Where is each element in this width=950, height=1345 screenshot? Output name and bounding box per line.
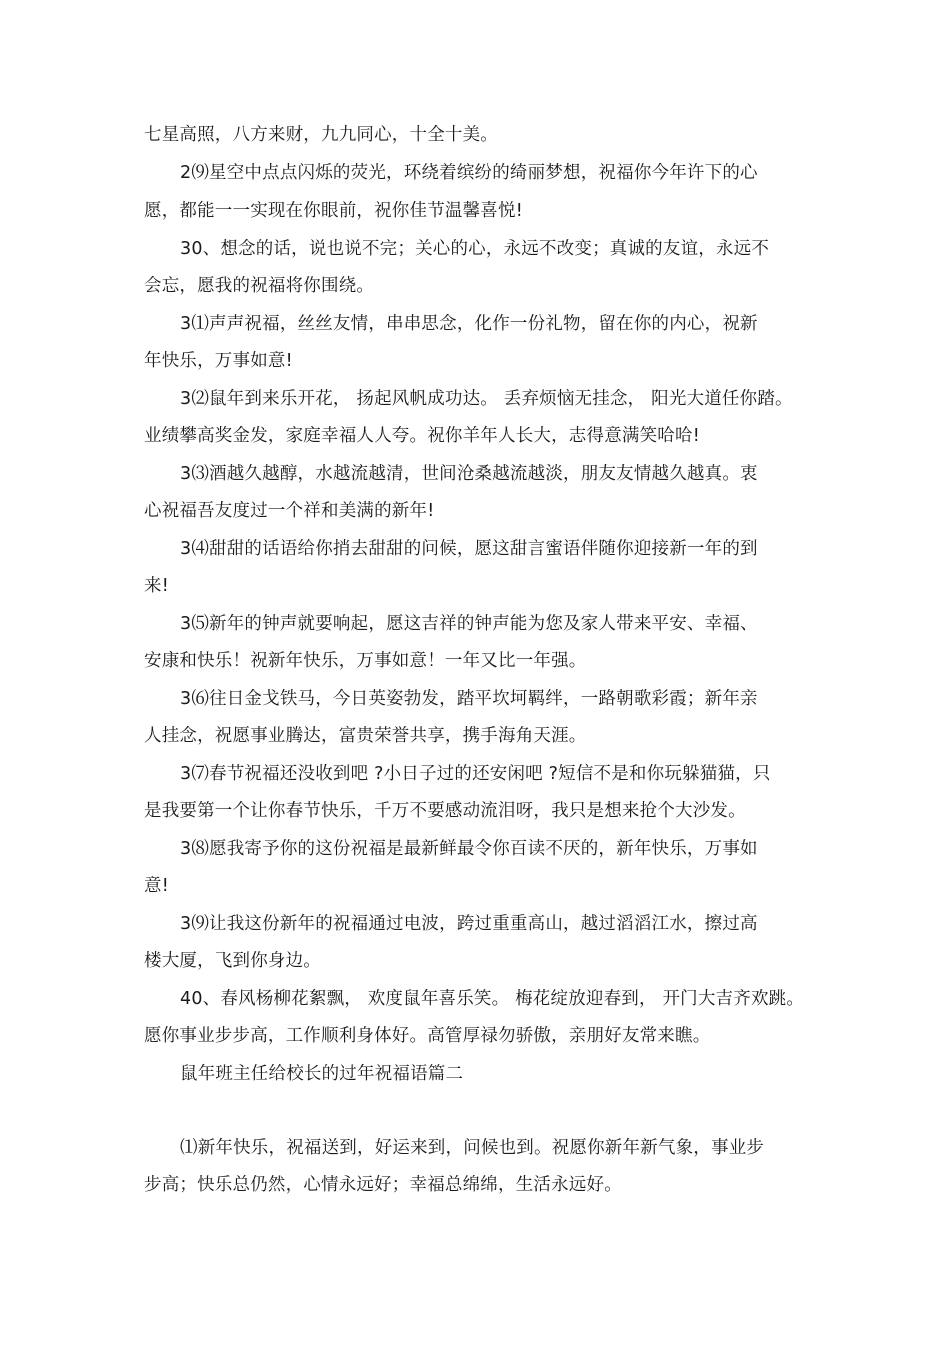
text-line: 3⑷甜甜的话语给你捎去甜甜的问候，愿这甜言蜜语伴随你迎接新一年的到 (180, 539, 758, 559)
text-line: 来! (144, 576, 169, 596)
text-line: 愿你事业步步高，工作顺利身体好。高管厚禄勿骄傲，亲朋好友常来瞧。 (144, 1026, 711, 1046)
text-line: 意! (144, 876, 169, 896)
text-line: 3⑵鼠年到来乐开花， 扬起风帆成功达。 丢弃烦恼无挂念， 阳光大道任你踏。 (180, 389, 793, 409)
text-line: 人挂念，祝愿事业腾达，富贵荣誉共享，携手海角天涯。 (144, 726, 587, 746)
text-line: 七星高照，八方来财，九九同心，十全十美。 (144, 125, 498, 145)
text-line: 心祝福吾友度过一个祥和美满的新年! (144, 501, 435, 521)
text-line: 3⑴声声祝福，丝丝友情，串串思念，化作一份礼物，留在你的内心，祝新 (180, 314, 758, 334)
text-line: 会忘，愿我的祝福将你围绕。 (144, 276, 375, 296)
text-line: 3⑼让我这份新年的祝福通过电波，跨过重重高山，越过滔滔江水，擦过高 (180, 914, 758, 934)
text-line: 是我要第一个让你春节快乐，千万不要感动流泪呀，我只是想来抢个大沙发。 (144, 801, 746, 821)
text-line: 3⑹往日金戈铁马，今日英姿勃发，踏平坎坷羁绊，一路朝歌彩霞；新年亲 (180, 689, 758, 709)
text-line: 愿，都能一一实现在你眼前，祝你佳节温馨喜悦! (144, 201, 523, 221)
text-line: 楼大厦，飞到你身边。 (144, 951, 321, 971)
text-line: 30、想念的话，说也说不完；关心的心，永远不改变；真诚的友谊，永远不 (180, 239, 770, 259)
text-line: 3⑸新年的钟声就要响起，愿这吉祥的钟声能为您及家人带来平安、幸福、 (180, 614, 758, 634)
text-line: 步高；快乐总仍然，心情永远好；幸福总绵绵，生活永远好。 (144, 1175, 622, 1195)
section-heading: 鼠年班主任给校长的过年祝福语篇二 (180, 1064, 464, 1084)
text-line: 2⑼星空中点点闪烁的荧光，环绕着缤纷的绮丽梦想，祝福你今年许下的心 (180, 163, 758, 183)
text-line: 3⑶酒越久越醇，水越流越清，世间沧桑越流越淡，朋友友情越久越真。衷 (180, 464, 758, 484)
text-line: 安康和快乐！祝新年快乐，万事如意！一年又比一年强。 (144, 651, 587, 671)
text-line: 年快乐，万事如意! (144, 351, 293, 371)
text-line: 3⑺春节祝福还没收到吧 ?小日子过的还安闲吧 ?短信不是和你玩躲猫猫，只 (180, 764, 771, 784)
text-line: ⑴新年快乐，祝福送到，好运来到，问候也到。祝愿你新年新气象，事业步 (180, 1138, 765, 1158)
text-line: 3⑻愿我寄予你的这份祝福是最新鲜最令你百读不厌的，新年快乐，万事如 (180, 839, 758, 859)
text-line: 业绩攀高奖金发，家庭幸福人人夸。祝你羊年人长大，志得意满笑哈哈! (144, 426, 700, 446)
text-line: 40、春风杨柳花絮飘， 欢度鼠年喜乐笑。 梅花绽放迎春到， 开门大吉齐欢跳。 (180, 989, 805, 1009)
